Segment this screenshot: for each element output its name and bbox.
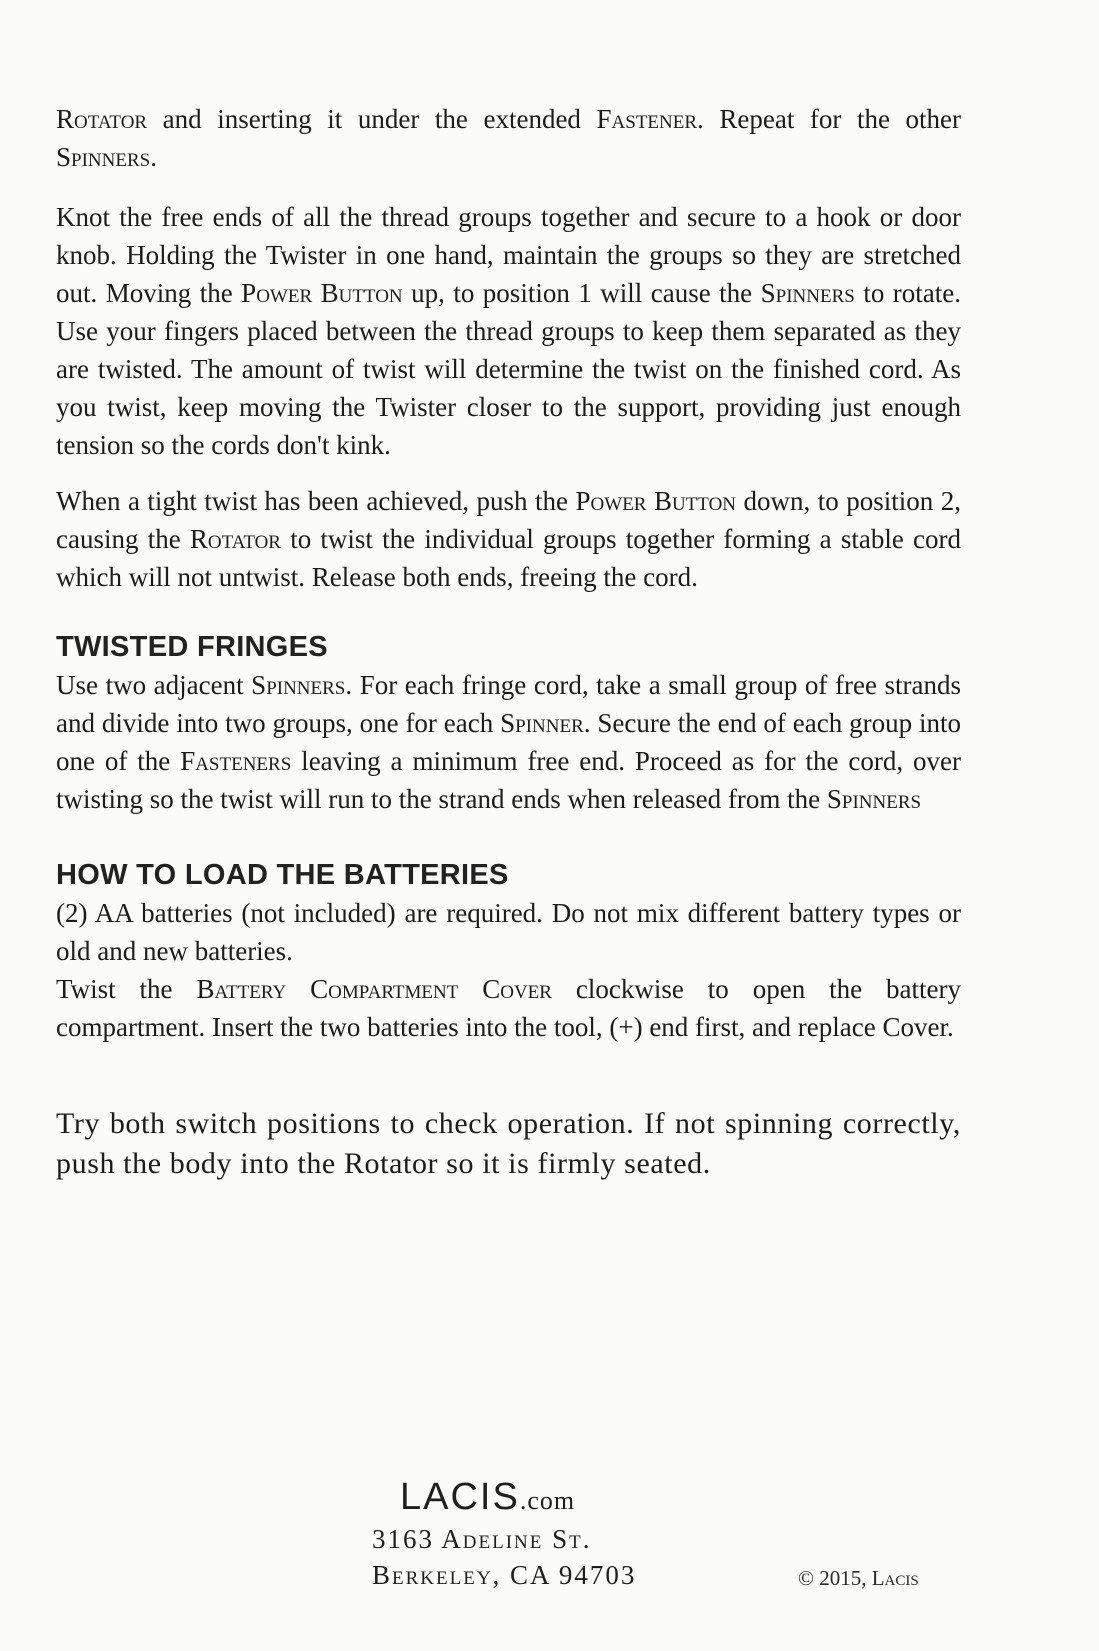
term-rotator: Rotator [189,524,281,554]
heading-load-batteries: HOW TO LOAD THE BATTERIES [56,859,509,891]
term-power-button: Power Button [575,486,737,516]
heading-twisted-fringes: TWISTED FRINGES [56,631,328,663]
text-run: up, to position 1 will cause the [402,278,761,308]
instructions-body [56,100,961,1214]
text-run: to rotate. Use your fingers placed between the thread groups to keep them separated as they are twisted. The amount of twist will determine the twist on the finished cord. As you twist, keep moving the Twister closer to the support, providing just enough tension so the cords don't kink. [56,278,962,460]
copyright-owner: Lacis [871,1566,919,1590]
term-rotator: Rotator [56,104,148,134]
term-fasteners: Fasteners [180,746,292,776]
brand-logo [400,1476,575,1519]
text-run: leaving a minimum free end. Proceed as for the cord, over twisting so the twist will run to the strand ends when released from the [56,746,962,814]
text-run: Knot the free ends of all the thread groups together and secure to a hook or door knob. Holding the Twister in one hand, maintain the groups so they are stretched out. Moving the [56,202,961,308]
text-run: . Secure the end of each group into one of the [56,708,961,776]
text-run: to twist the individual groups together forming a stable cord which will not untwist. Release both ends, freeing the cord. [56,524,961,592]
paragraph-battery-install [56,970,961,1046]
paragraph-twisted-fringes [56,666,961,818]
term-spinners: Spinners [826,784,922,814]
copyright-year: © 2015, [798,1566,872,1590]
term-spinners: Spinners [56,142,151,172]
text-run: down, to position 2, causing the [56,486,961,554]
term-power-button: Power Button [241,278,403,308]
term-spinners: Spinners [251,670,346,700]
text-run: . Repeat for the other [697,104,962,134]
text-run: and inserting it under the extended [147,104,597,134]
text-run: clockwise to open the battery compartment. Insert the two batteries into the tool, (+) end first, and replace Cover. [56,974,961,1042]
paragraph-check-operation: Try both switch positions to check operation. If not spinning correctly, push the body into the Rotator so it is firmly seated. [56,1107,961,1180]
term-spinners: Spinners [760,278,855,308]
paragraph-knot-and-twist [56,198,961,464]
text-run: Twist the [56,974,197,1004]
address-city: Berkeley, CA 94703 [372,1560,637,1590]
publisher-footer [0,1476,1099,1596]
brand-name: LACIS [400,1476,520,1518]
text-run: . [150,142,157,172]
paragraph-tight-twist [56,482,961,596]
text-run: Use two adjacent [56,670,252,700]
copyright-notice [798,1566,919,1591]
text-run: When a tight twist has been achieved, push the [56,486,576,516]
term-spinner: Spinner [500,708,584,738]
term-battery-cover: Battery Compartment Cover [196,974,552,1004]
text-run: . For each fringe cord, take a small group of free strands and divide into two groups, one for each [56,670,961,738]
brand-domain: .com [519,1486,576,1515]
address-street: 3163 Adeline St. [372,1524,592,1554]
paragraph-rotator-continuation [56,100,961,176]
term-fastener: Fastener [596,104,698,134]
paragraph-battery-requirements: (2) AA batteries (not included) are required. Do not mix different battery types or old and new batteries. [56,898,961,966]
